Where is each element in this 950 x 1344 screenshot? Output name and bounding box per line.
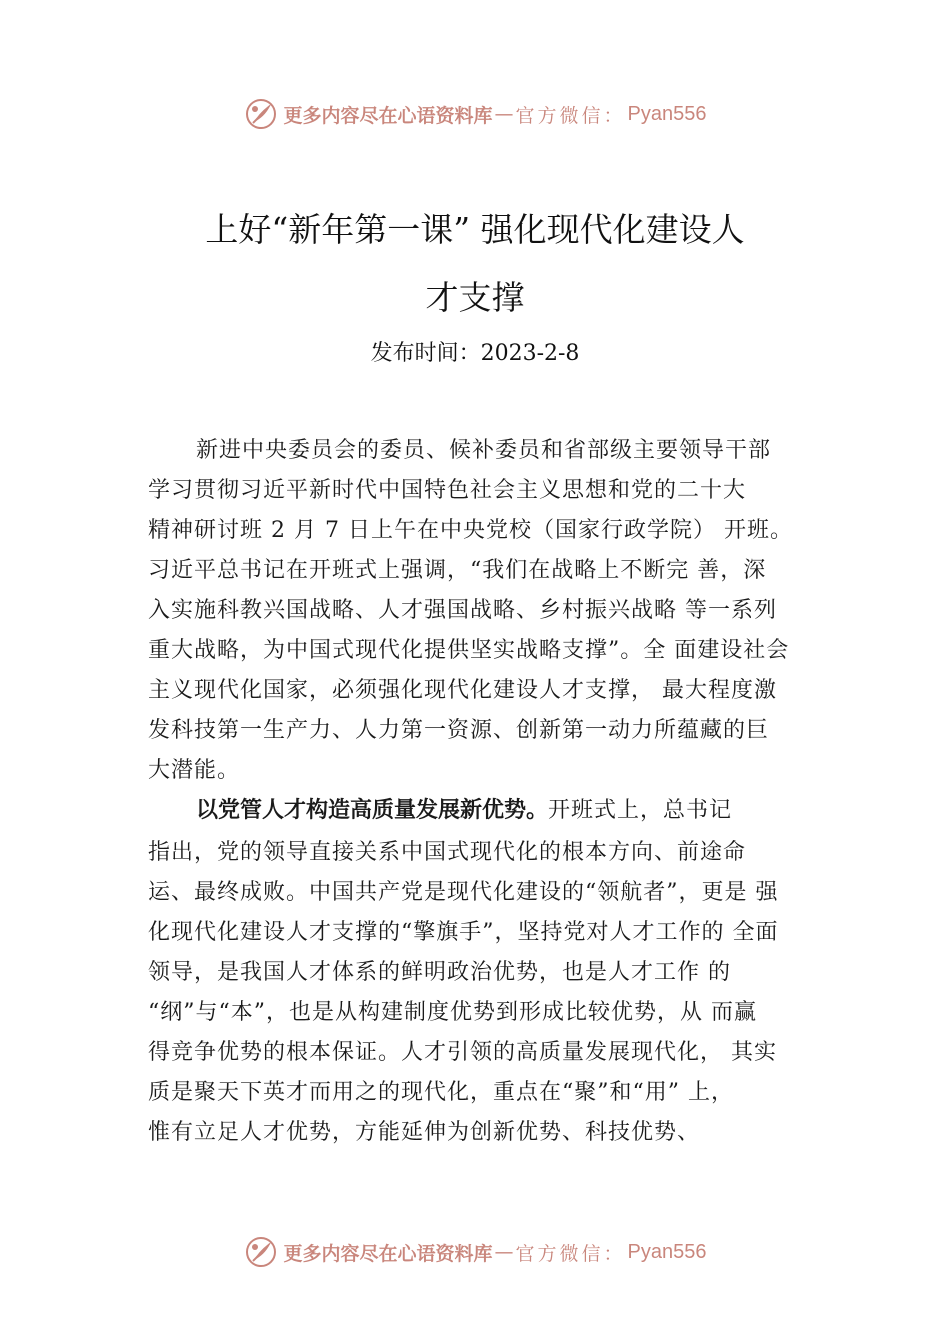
body-line: 习近平总书记在开班式上强调，“我们在战略上不断完 善，深 xyxy=(148,558,767,583)
body-line: 精神研讨班 2 月 7 日上午在中央党校（国家行政学院） 开班。 xyxy=(148,518,793,543)
body-line: 运、最终成败。中国共产党是现代化建设的“领航者”，更是 强 xyxy=(148,880,779,905)
watermark-label: 官方微信： xyxy=(515,1242,626,1265)
publish-label: 发布时间： xyxy=(370,341,481,366)
body-line: 主义现代化国家，必须强化现代化建设人才支撑， 最大程度激 xyxy=(148,678,777,703)
body-line: 学习贯彻习近平新时代中国特色社会主义思想和党的二十大 xyxy=(148,478,747,503)
article-title-line2: 才支撑 xyxy=(425,278,525,317)
quill-logo-icon xyxy=(244,97,278,131)
watermark-label: 官方微信： xyxy=(515,104,626,127)
body-line: 新进中央委员会的委员、候补委员和省部级主要领导干部 xyxy=(196,438,772,463)
quill-logo-icon xyxy=(244,1235,278,1269)
body-line: 领导，是我国人才体系的鲜明政治优势，也是人才工作 的 xyxy=(148,960,731,985)
body-line xyxy=(196,796,732,826)
body-line: 发科技第一生产力、人力第一资源、创新第一动力所蕴藏的巨 xyxy=(148,718,770,743)
body-line: “纲”与“本”，也是从构建制度优势到形成比较优势，从 而赢 xyxy=(148,1000,757,1025)
watermark-dash: — xyxy=(494,103,514,125)
publish-date xyxy=(0,336,950,367)
body-line: 大潜能。 xyxy=(148,758,241,783)
watermark-brand: 更多内容尽在心语资料库 xyxy=(283,104,493,127)
watermark-dash: — xyxy=(494,1241,514,1263)
watermark-footer xyxy=(0,1232,950,1272)
body-line: 惟有立足人才优势，方能延伸为创新优势、科技优势、 xyxy=(148,1120,701,1145)
watermark-header xyxy=(0,94,950,134)
body-line: 得竞争优势的根本保证。人才引领的高质量发展现代化， 其实 xyxy=(148,1040,777,1065)
body-line: 入实施科教兴国战略、人才强国战略、乡村振兴战略 等一系列 xyxy=(148,598,777,623)
publish-date-value: 2023-2-8 xyxy=(480,341,580,366)
paragraph-heading: 以党管人才构造高质量发展新优势。 xyxy=(196,798,549,823)
body-line: 化现代化建设人才支撑的“擎旗手”，坚持党对人才工作的 全面 xyxy=(148,920,779,945)
body-text: 开班式上，总书记 xyxy=(548,798,733,823)
watermark-wechat-id: Pyan556 xyxy=(627,1240,707,1263)
watermark-wechat-id: Pyan556 xyxy=(627,102,707,125)
body-line: 质是聚天下英才而用之的现代化，重点在“聚”和“用” 上， xyxy=(148,1080,734,1105)
article-title-line1: 上好“新年第一课” 强化现代化建设人 xyxy=(205,210,745,249)
body-line: 指出，党的领导直接关系中国式现代化的根本方向、前途命 xyxy=(148,840,747,865)
body-line: 重大战略，为中国式现代化提供坚实战略支撑”。全 面建设社会 xyxy=(148,638,790,663)
watermark-brand: 更多内容尽在心语资料库 xyxy=(283,1242,493,1265)
